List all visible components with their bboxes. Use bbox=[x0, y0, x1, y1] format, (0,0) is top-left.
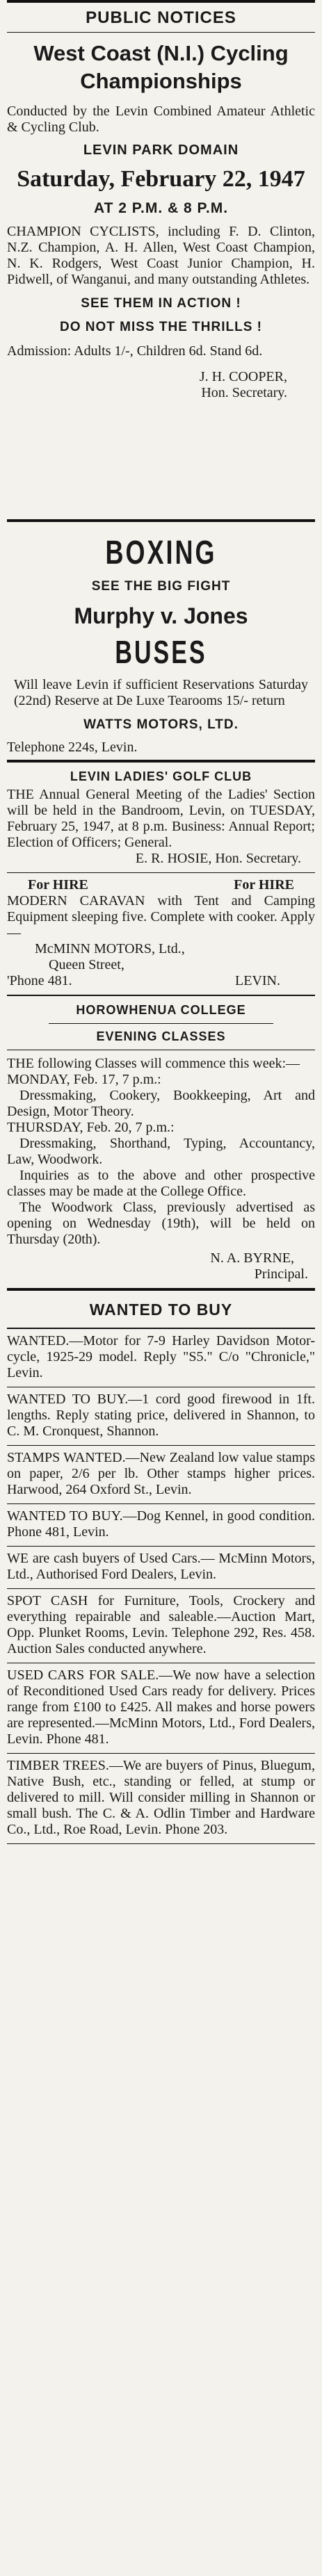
cycling-date: Saturday, February 22, 1947 bbox=[17, 166, 305, 192]
page-title: PUBLIC NOTICES bbox=[86, 8, 236, 27]
college-intro: THE following Classes will commence this week:— bbox=[7, 1056, 300, 1071]
wanted-ad-8 bbox=[7, 1754, 315, 1843]
college-inquiries: Inquiries as to the above and other prospective classes may be made at the College Office. bbox=[7, 1168, 315, 1199]
wanted-ad-text: WE are cash buyers of Used Cars.— McMinn Motors, Ltd., Authorised Ford Dealers, Levin. bbox=[7, 1551, 315, 1582]
cycling-sig-name: J. H. COOPER, bbox=[199, 369, 287, 384]
college-woodwork: The Woodwork Class, previously advertised as opening on Wednesday (19th), will be held on Thursday (20th). bbox=[7, 1200, 315, 1247]
ad-rule bbox=[7, 1843, 315, 1844]
buses-title: BUSES bbox=[115, 635, 207, 671]
cycling-body: CHAMPION CYCLISTS, including F. D. Clinton, N.Z. Champion, A. H. Allen, West Coast Champion, N. K. Rodgers, West Coast Junior Champion, H. Pidwell, of Wanganui, and many outstanding Athletes. bbox=[7, 224, 315, 287]
cycling-intro: Conducted by the Levin Combined Amateur Athletic & Cycling Club. bbox=[7, 104, 315, 135]
cycling-title-line2: Championships bbox=[80, 69, 242, 93]
cycling-notice bbox=[7, 33, 315, 519]
caravan-hire-row bbox=[7, 877, 315, 893]
cycling-thrills: DO NOT MISS THE THRILLS ! bbox=[60, 320, 262, 334]
wanted-ad-6 bbox=[7, 1589, 315, 1663]
wanted-title: WANTED TO BUY bbox=[89, 1301, 233, 1319]
college-sig-title: Principal. bbox=[254, 1266, 308, 1282]
boxing-see: SEE THE BIG FIGHT bbox=[91, 579, 231, 594]
caravan-street: Queen Street, bbox=[49, 957, 124, 972]
golf-sig: E. R. HOSIE, Hon. Secretary. bbox=[135, 851, 301, 866]
wanted-ad-text: USED CARS FOR SALE.—We now have a selection of Reconditioned Used Cars ready for delivery. Prices range from £100 to £425. All makes and horse powers are represented.—McMinn Motors, Ltd., Ford Dealers, Levin. Phone 481. bbox=[7, 1668, 315, 1747]
college-title: HOROWHENUA COLLEGE bbox=[76, 1003, 246, 1017]
college-monday-classes: Dressmaking, Cookery, Bookkeeping, Art and Design, Motor Theory. bbox=[7, 1088, 315, 1119]
wanted-ad-5 bbox=[7, 1547, 315, 1588]
college-notice bbox=[7, 996, 315, 1288]
cycling-sig-title: Hon. Secretary. bbox=[201, 385, 287, 400]
cycling-venue: LEVIN PARK DOMAIN bbox=[83, 142, 239, 158]
wanted-ad-text: WANTED TO BUY.—Dog Kennel, in good condition. Phone 481, Levin. bbox=[7, 1508, 315, 1540]
caravan-hire-left: For HIRE bbox=[28, 877, 88, 892]
wanted-ad-text: WANTED TO BUY.—1 cord good firewood in 1ft. lengths. Reply stating price, delivered in Shannon, to C. M. Cronquest, Shannon. bbox=[7, 1392, 315, 1439]
college-sig-name: N. A. BYRNE, bbox=[210, 1250, 294, 1266]
caravan-body: MODERN CARAVAN with Tent and Camping Equipment sleeping five. Complete with cooker. Apply— bbox=[7, 893, 315, 940]
college-monday: MONDAY, Feb. 17, 7 p.m.: bbox=[7, 1072, 161, 1087]
college-subtitle: EVENING CLASSES bbox=[96, 1029, 226, 1043]
cycling-time: AT 2 P.M. & 8 P.M. bbox=[93, 200, 229, 216]
caravan-town: LEVIN. bbox=[235, 973, 280, 988]
buses-body: Will leave Levin if sufficient Reservations Saturday (22nd) Reserve at De Luxe Tearooms 15/- return bbox=[14, 677, 308, 708]
wanted-ad-text: SPOT CASH for Furniture, Tools, Crockery and everything repairable and saleable.—Auction Mart, Opp. Plunket Rooms, Levin. Telephone 292, Res. 458. Auction Sales conducted anywhere. bbox=[7, 1593, 315, 1656]
caravan-notice bbox=[7, 873, 315, 995]
golf-notice bbox=[7, 763, 315, 872]
caravan-hire-right: For HIRE bbox=[234, 877, 294, 892]
wanted-ad-3 bbox=[7, 1446, 315, 1503]
college-title-rule bbox=[49, 1023, 273, 1024]
buses-phone: Telephone 224s, Levin. bbox=[7, 740, 138, 755]
wanted-ad-text: STAMPS WANTED.—New Zealand low value stamps on paper, 2/6 per lb. Other stamps higher prices. Harwood, 264 Oxford St., Levin. bbox=[7, 1450, 315, 1497]
golf-body: THE Annual General Meeting of the Ladies' Section will be held in the Bandroom, Levin, on TUESDAY, February 25, 1947, at 8 p.m. Business: Annual Report; Election of Officers; General. bbox=[7, 787, 315, 850]
college-thursday: THURSDAY, Feb. 20, 7 p.m.: bbox=[7, 1120, 175, 1135]
wanted-ad-4 bbox=[7, 1504, 315, 1546]
boxing-notice bbox=[7, 522, 315, 755]
caravan-phone-row bbox=[7, 973, 315, 989]
boxing-title: BOXING bbox=[105, 532, 217, 571]
cycling-see: SEE THEM IN ACTION ! bbox=[81, 296, 241, 311]
cycling-admission: Admission: Adults 1/-, Children 6d. Stand 6d. bbox=[7, 343, 263, 359]
boxing-fight: Murphy v. Jones bbox=[74, 603, 248, 628]
wanted-ad-1 bbox=[7, 1329, 315, 1387]
caravan-phone: 'Phone 481. bbox=[7, 973, 72, 988]
wanted-ad-7 bbox=[7, 1663, 315, 1753]
cycling-title-line1: West Coast (N.I.) Cycling bbox=[33, 41, 289, 65]
golf-title: LEVIN LADIES' GOLF CLUB bbox=[70, 769, 252, 783]
newspaper-column bbox=[7, 0, 315, 2576]
caravan-company: McMINN MOTORS, Ltd., bbox=[35, 941, 185, 956]
wanted-ad-text: TIMBER TREES.—We are buyers of Pinus, Bluegum, Native Bush, etc., standing or felled, at stump or delivered to mill. Will consider milling in Shannon or small bush. The C. & A. Odlin Timber and Hardware Co., Ltd., Roe Road, Levin. Phone 203. bbox=[7, 1758, 315, 1837]
college-thursday-classes: Dressmaking, Shorthand, Typing, Accountancy, Law, Woodwork. bbox=[7, 1136, 315, 1167]
wanted-ad-2 bbox=[7, 1387, 315, 1445]
wanted-ad-text: WANTED.—Motor for 7-9 Harley Davidson Motor-cycle, 1925-29 model. Reply "S5." C/o "Chronicle," Levin. bbox=[7, 1333, 315, 1380]
buses-company: WATTS MOTORS, LTD. bbox=[83, 717, 239, 732]
